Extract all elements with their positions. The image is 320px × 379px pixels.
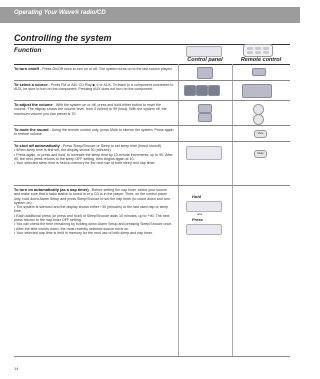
row-rule-2 (14, 100, 290, 101)
section-title: Controlling the system (14, 33, 112, 43)
column-divider-2 (232, 64, 233, 356)
volume-down-button[interactable] (198, 113, 212, 122)
row-rule-5 (14, 185, 290, 186)
row-rule-3 (14, 125, 290, 126)
control-panel-image (186, 46, 222, 57)
column-header-function: Function (14, 47, 42, 54)
row-rule-1 (14, 80, 290, 81)
remote-on-off-button[interactable] (252, 68, 266, 76)
row-nap-timer: To turn on automatically (as a nap timer) - Before setting the nap timer, select your source and make sure that a radio station is tuned in or a CD is in the player. Then, on the control panel only, hold down Alarm Setup and press Sleep/Snooze to set the nap timer (to count down and turn system on). • The system is silenced and the display shows either +30 (minutes) or the last used nap or sleep time. • Each additional press (or press and hold) of Sleep/Snooze adds 10 minutes, up to +90. The next press returns to the nap timer OFF setting. • You can check the time remaining by holding down Alarm Setup and pressing Sleep/Snooze once. • After the time counts down, the most recently selected source turns on. • Your selected nap time is held in memory for the next use of both sleep and nap timer. (14, 187, 173, 235)
sleep-snooze-button[interactable] (186, 146, 222, 160)
row-turn-on-off: To turn on/off - Press On/Off once to turn on or off. The system turns on to the last source played. (14, 66, 173, 71)
volume-up-button[interactable] (198, 104, 212, 113)
row-mute: To mute the sound - Using the remote control only, press Mute to silence the system. Press again to restore volume. (14, 127, 174, 137)
row-rule-4 (14, 141, 290, 142)
header-title: Operating Your Wave® radio/CD (14, 10, 106, 16)
row-rule-6 (14, 356, 290, 357)
row-adjust-volume: To adjust the volume - With the system on or off, press and hold either button to reset the volume. The display shows the volume level, from 0 (silent) to 99 (loud). With the system off, the maximum volume you can preset is 70. (14, 102, 167, 116)
fm-am-button[interactable] (184, 85, 196, 96)
remote-control-image (243, 44, 273, 57)
sleep-snooze-button-nap[interactable] (186, 224, 222, 235)
row-select-source: To select a source - Press FM or AM, CD Play ▶ II or AUX. To listen to a component connected to AUX, be sure to turn on the component. Pressing AUX does not turn on the component. (14, 82, 174, 92)
header-rule (14, 64, 290, 65)
remote-source-buttons[interactable] (242, 84, 272, 98)
column-header-control-panel: Control panel (187, 57, 223, 63)
aux-button[interactable] (208, 85, 220, 96)
alarm-setup-button[interactable] (186, 201, 222, 212)
page-number: 14 (14, 366, 19, 371)
column-header-remote-control: Remote control (240, 57, 282, 63)
remote-mute-button[interactable]: Mute (254, 130, 267, 138)
remote-sleep-button[interactable]: Sleep (254, 150, 267, 158)
hold-label: Hold (192, 194, 201, 199)
on-off-button[interactable] (197, 67, 213, 79)
cd-play-button[interactable] (196, 85, 208, 96)
remote-volume-down-button[interactable] (253, 114, 264, 125)
column-divider-1 (178, 64, 179, 356)
row-shut-off: To shut off automatically - Press Sleep/Snooze or Sleep to set sleep time (timed shutoff). • When sleep time is first set, the display shows 30 (minutes). • Press again, or press and hold, to increase the sleep time by 10-minute increments, up to 90. After 90, the next press returns to the sleep OFF setting, then begins again at 10. • Your selected sleep time is held in memory for the next use of both sleep and nap timer. (14, 143, 173, 166)
and-label: and (197, 212, 203, 216)
press-label: Press (192, 217, 203, 222)
